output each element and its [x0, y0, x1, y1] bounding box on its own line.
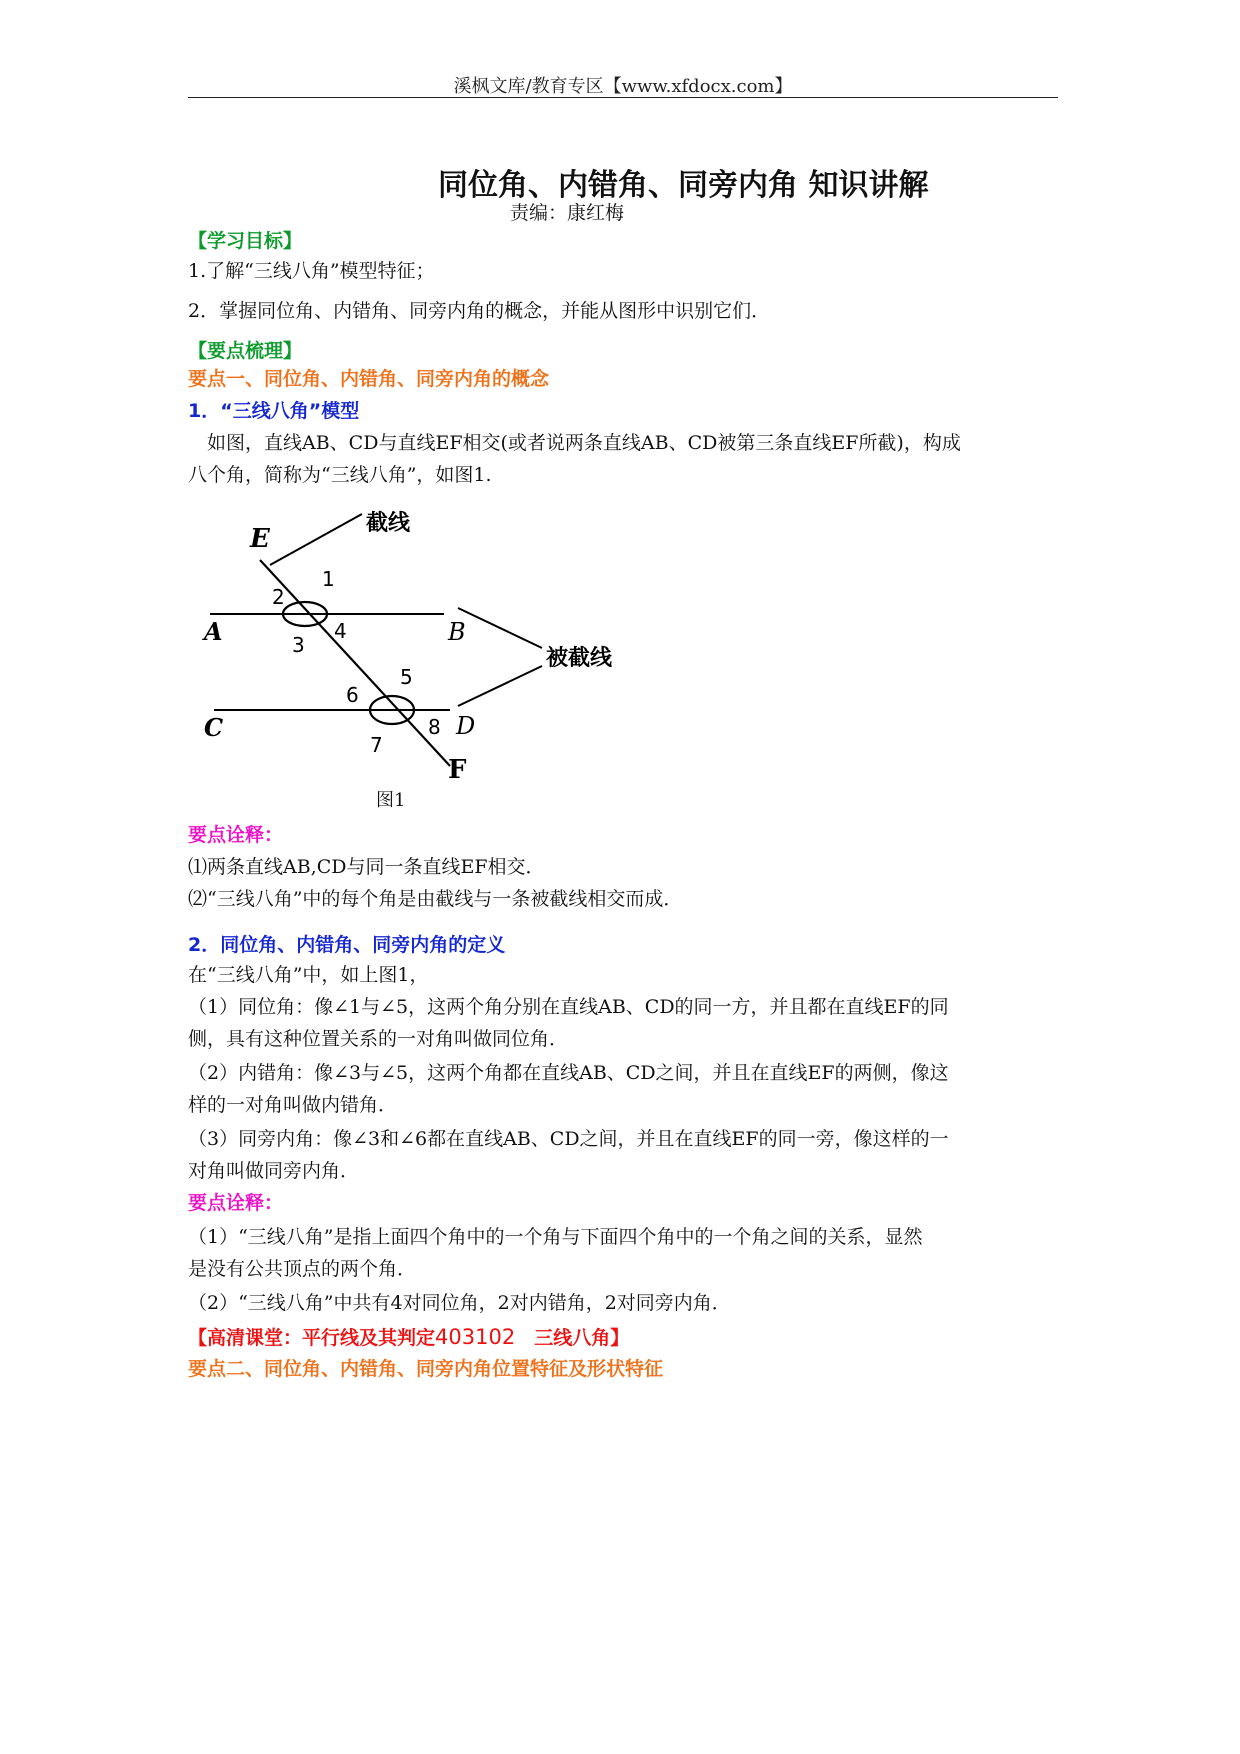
page-header: 溪枫文库/教育专区【www.xfdocx.com】	[453, 76, 793, 97]
label-b: B	[448, 618, 466, 646]
transversal-pointer-line	[270, 514, 362, 565]
angle-label-2: 2	[272, 585, 285, 609]
label-d: D	[456, 712, 476, 740]
class-link-code: 403102	[435, 1325, 516, 1349]
definition-3-line-2: 对角叫做同旁内角．	[188, 1160, 360, 1182]
definitions-intro: 在“三线八角”中，如上图1，	[188, 964, 429, 986]
definition-2-line-2: 样的一对角叫做内错角．	[188, 1094, 398, 1116]
definition-1-line-1: （1）同位角：像∠1与∠5，这两个角分别在直线AB、CD的同一方，并且都在直线EF的同	[188, 996, 949, 1018]
notes1-item-1: ⑴两条直线AB,CD与同一条直线EF相交．	[188, 856, 545, 878]
figure-caption: 图1	[376, 790, 406, 811]
notes2-item-1-line-2: 是没有公共顶点的两个角．	[188, 1258, 417, 1280]
notes2-item-1-line-1: （1）“三线八角”是指上面四个角中的一个角与下面四个角中的一个角之间的关系，显然	[188, 1226, 923, 1248]
model-paragraph-line-1: 如图，直线AB、CD与直线EF相交(或者说两条直线AB、CD被第三条直线EF所截)，构成	[188, 432, 961, 454]
definition-1-line-2: 侧，具有这种位置关系的一对角叫做同位角．	[188, 1028, 569, 1050]
label-c: C	[204, 713, 224, 742]
point1-heading: 要点一、同位角、内错角、同旁内角的概念	[188, 368, 550, 390]
editor-credit: 责编：康红梅	[510, 202, 625, 224]
notes1-heading: 要点诠释：	[188, 824, 284, 846]
cut-line-pointer-upper	[458, 608, 542, 648]
label-a: A	[204, 617, 223, 646]
page-title: 同位角、内错角、同旁内角 知识讲解	[438, 168, 929, 203]
summary-heading: 【要点梳理】	[188, 340, 303, 362]
class-link[interactable]	[188, 1324, 1058, 1351]
point2-heading: 要点二、同位角、内错角、同旁内角位置特征及形状特征	[188, 1358, 664, 1380]
goal-item-2: 2．掌握同位角、内错角、同旁内角的概念，并能从图形中识别它们．	[188, 300, 771, 322]
notes2-heading: 要点诠释：	[188, 1192, 284, 1214]
definition-3-line-1: （3）同旁内角：像∠3和∠6都在直线AB、CD之间，并且在直线EF的同一旁，像这样的一	[188, 1128, 949, 1150]
model-paragraph-line-2: 八个角，简称为“三线八角”，如图1.	[188, 464, 492, 486]
model-subheading: 1．“三线八角”模型	[188, 400, 360, 422]
cut-line-pointer-lower	[458, 666, 542, 706]
goal-item-1: 1.了解“三线八角”模型特征；	[188, 260, 435, 282]
angle-label-6: 6	[346, 683, 359, 707]
transversal-callout: 截线	[366, 511, 411, 536]
class-link-prefix: 【高清课堂：平行线及其判定	[188, 1327, 436, 1349]
angle-label-3: 3	[292, 633, 305, 657]
notes2-item-2: （2）“三线八角”中共有4对同位角，2对内错角，2对同旁内角．	[188, 1292, 731, 1314]
angle-label-5: 5	[400, 665, 413, 689]
header-divider	[188, 97, 1058, 98]
notes1-item-2: ⑵“三线八角”中的每个角是由截线与一条被截线相交而成．	[188, 888, 683, 910]
transversal-line-ef	[260, 560, 450, 766]
three-lines-eight-angles-figure	[204, 511, 680, 785]
label-f: F	[448, 755, 467, 785]
angle-label-1: 1	[322, 567, 335, 591]
definition-2-line-1: （2）内错角：像∠3与∠5，这两个角都在直线AB、CD之间，并且在直线EF的两侧，像这	[188, 1062, 949, 1084]
class-link-suffix: 三线八角】	[515, 1327, 630, 1349]
angle-label-4: 4	[334, 619, 347, 643]
label-e: E	[250, 524, 270, 554]
definitions-heading: 2．同位角、内错角、同旁内角的定义	[188, 934, 506, 956]
angle-label-7: 7	[370, 733, 383, 757]
cut-lines-callout: 被截线	[546, 646, 613, 671]
goals-heading: 【学习目标】	[188, 230, 303, 252]
angle-label-8: 8	[428, 715, 441, 739]
